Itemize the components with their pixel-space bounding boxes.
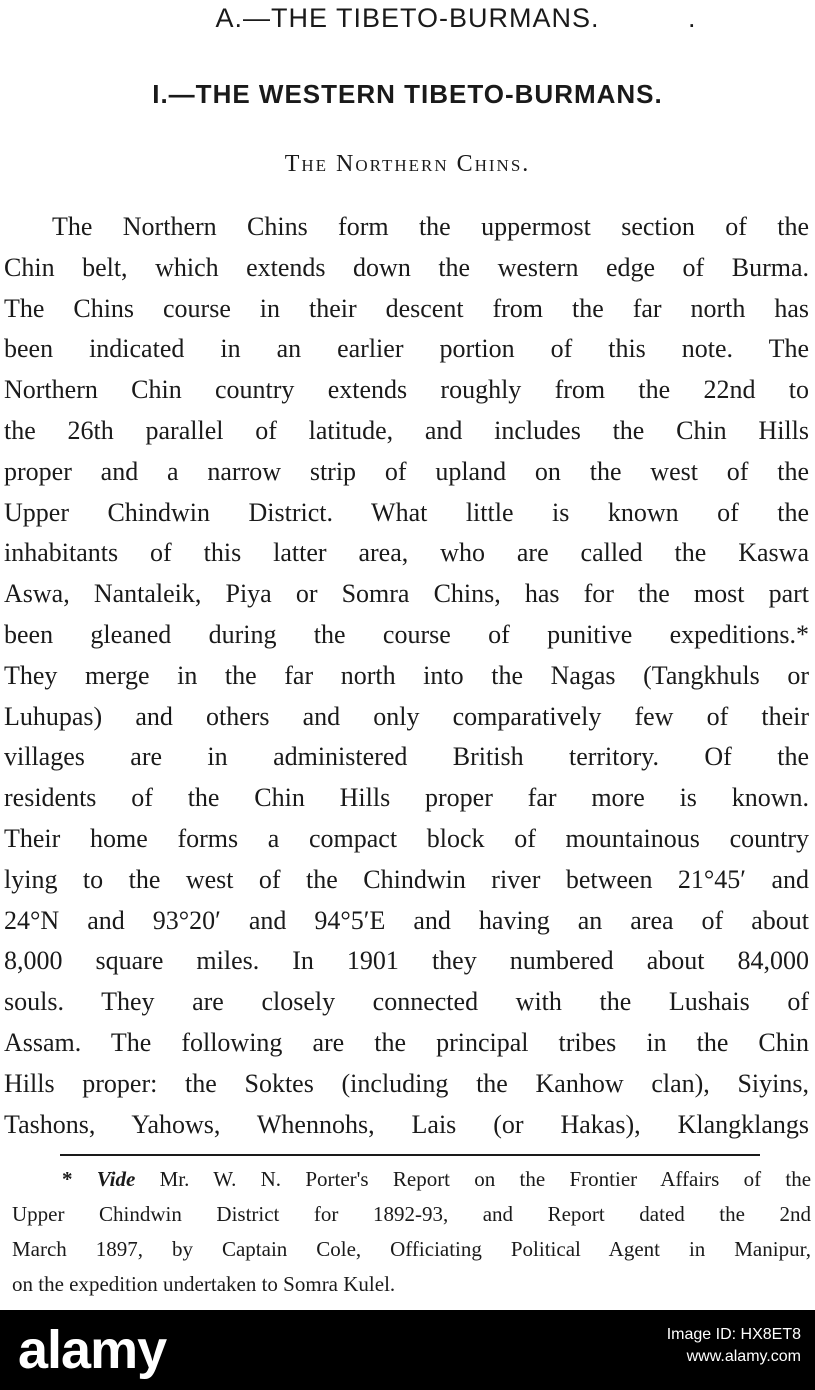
heading-western-tibeto-burmans: I.—THE WESTERN TIBETO-BURMANS.	[152, 79, 663, 109]
body-line: 24°N and 93°20′ and 94°5′E and having an area of about	[4, 905, 809, 935]
heading-northern-chins: The Northern Chins.	[284, 151, 531, 177]
body-line: Northern Chin country extends roughly from the 22nd to	[4, 375, 809, 405]
body-line: souls. They are closely connected with the Lushais of	[4, 987, 809, 1017]
body-line: Their home forms a compact block of mountainous country	[4, 823, 809, 853]
body-line: The Northern Chins form the uppermost section of the	[52, 212, 809, 241]
body-line: Tashons, Yahows, Whennohs, Lais (or Hakas), Klangklangs	[4, 1109, 809, 1139]
body-line: been indicated in an earlier portion of this note. The	[4, 334, 809, 364]
footnote-line	[0, 1162, 815, 1197]
heading-a-stray-dot: .	[688, 3, 697, 33]
heading-a-text: A.—THE TIBETO-BURMANS.	[215, 3, 600, 33]
footnote-vide: Vide	[96, 1167, 136, 1191]
footnote-line: Upper Chindwin District for 1892-93, and Report dated the 2nd	[12, 1202, 811, 1226]
body-line: proper and a narrow strip of upland on the west of the	[4, 456, 809, 486]
footnote-divider	[60, 1154, 760, 1156]
site-url: www.alamy.com	[686, 1348, 801, 1365]
body-paragraph	[0, 207, 815, 1145]
heading-tibeto-burmans	[0, 2, 815, 34]
body-line: been gleaned during the course of punitive expeditions.*	[4, 619, 809, 649]
image-id: Image ID: HX8ET8	[666, 1326, 801, 1343]
footnote-asterisk: *	[62, 1167, 73, 1191]
body-line: the 26th parallel of latitude, and includes the Chin Hills	[4, 415, 809, 445]
body-line: Aswa, Nantaleik, Piya or Somra Chins, has for the most part	[4, 579, 809, 609]
watermark-bar	[0, 1310, 815, 1390]
body-line: The Chins course in their descent from the far north has	[4, 293, 809, 323]
body-line: residents of the Chin Hills proper far more is known.	[4, 783, 809, 813]
body-line: inhabitants of this latter area, who are called the Kaswa	[4, 538, 809, 568]
footnote	[0, 1162, 815, 1302]
body-line: Luhupas) and others and only comparatively few of their	[4, 701, 809, 731]
body-line: Hills proper: the Soktes (including the Kanhow clan), Siyins,	[4, 1068, 809, 1098]
body-line: villages are in administered British territory. Of the	[4, 742, 809, 772]
footnote-line: March 1897, by Captain Cole, Officiating Political Agent in Manipur,	[12, 1237, 811, 1261]
body-line: 8,000 square miles. In 1901 they numbered about 84,000	[4, 946, 809, 976]
image-id-block	[667, 1324, 801, 1368]
alamy-logo: alamy	[18, 1320, 167, 1380]
body-line: lying to the west of the Chindwin river between 21°45′ and	[4, 864, 809, 894]
body-line: They merge in the far north into the Nagas (Tangkhuls or	[4, 660, 809, 690]
body-line: Upper Chindwin District. What little is known of the	[4, 497, 809, 527]
body-line: Assam. The following are the principal tribes in the Chin	[4, 1027, 809, 1057]
body-line: Chin belt, which extends down the western edge of Burma.	[4, 252, 809, 282]
footnote-line: on the expedition undertaken to Somra Kulel.	[12, 1272, 396, 1296]
footnote-line1-text: Mr. W. N. Porter's Report on the Frontier Affairs of the	[159, 1167, 812, 1191]
